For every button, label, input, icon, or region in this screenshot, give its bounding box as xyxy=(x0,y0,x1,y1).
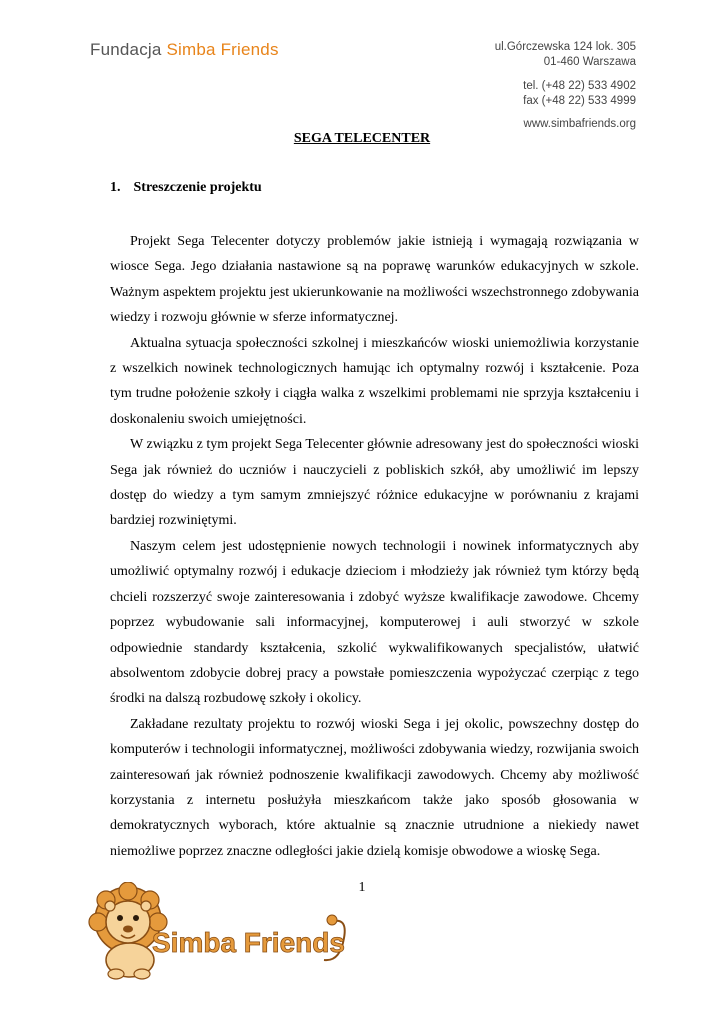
foundation-name xyxy=(90,40,279,60)
brand-name: Simba Friends xyxy=(166,40,279,59)
fax-line: fax (+48 22) 533 4999 xyxy=(523,95,636,107)
paragraph: Projekt Sega Telecenter dotyczy problemów jakie istnieją i wymagają rozwiązania w wiosce Sega. Jego działania nastawione są na poprawę warunków edukacyjnych w szkole. Ważnym aspektem projektu jest ukierunkowanie na możliwości wszechstronnego zdobywania wiedzy i rozwoju głównie w sferze informatycznej. xyxy=(110,234,639,326)
paragraph: Naszym celem jest udostępnienie nowych technologii i nowinek informatycznych aby umożliwić optymalny rozwój i edukacje dzieciom i młodzieży jak również tym którzy będą chcieli rozszerzyć swoje zainteresowania i zdobyć wyższe kwalifikacje zawodowe. Chcemy poprzez wybudowanie sali informacyjnej, komputerowej i auli stworzyć w szkole odpowiednie standardy kształcenia, szkolić wykwalifikowanych specjalistów, ułatwić absolwentom zdobycie dobrej pracy a powstałe pomieszczenia wypożyczać czerpiąc z tego środki na dalszą rozbudowę szkoły i okolicy. xyxy=(110,538,639,707)
page-number: 1 xyxy=(358,880,366,895)
simba-friends-logo xyxy=(86,882,356,980)
address-line-1: ul.Górczewska 124 lok. 305 xyxy=(494,41,636,53)
website-line: www.simbafriends.org xyxy=(523,118,636,130)
paragraph: Zakładane rezultaty projektu to rozwój wioski Sega i jej okolic, powszechny dostęp do komputerów i technologii informatycznej, możliwości zdobywania wiedzy, rozwijania swoich zainteresowań jak również podnoszenie kwalifikacji zawodowych. Chcemy aby możliwość korzystania z internetu posłużyła mieszkańcom także jako sposób głosowania w demokratycznych wyborach, które aktualnie są znacznie utrudnione a niekiedy nawet niemożliwe poprzez znaczne odległości jakie dzielą komisje obwodowe a wioskę Sega. xyxy=(110,716,639,859)
contact-block xyxy=(470,40,636,132)
section-number: 1. xyxy=(110,180,121,195)
brand-prefix: Fundacja xyxy=(90,40,167,59)
paragraph: W związku z tym projekt Sega Telecenter głównie adresowany jest do społeczności wioski Sega jak również do uczniów i nauczycieli z pobliskich szkół, aby umożliwić im lepszy dostęp do wiedzy a tym samym zmniejszyć różnice edukacyjne w porównaniu z krajami bardziej rozwiniętymi. xyxy=(110,437,639,529)
document-body xyxy=(110,229,639,864)
tel-line: tel. (+48 22) 533 4902 xyxy=(523,80,636,92)
paragraph: Aktualna sytuacja społeczności szkolnej i mieszkańców wioski uniemożliwia korzystanie z wszelkich nowinek technologicznych hamując ich optymalny rozwój i kształcenie. Poza tym trudne położenie szkoły i ciągła walka z wszelkimi problemami nie sprzyja kształceniu i doskonaleniu swoich umiejętności. xyxy=(110,335,639,427)
section-heading xyxy=(110,180,262,196)
address-line-2: 01-460 Warszawa xyxy=(543,56,636,68)
logo-text: Simba Friends xyxy=(152,927,345,958)
document-title: SEGA TELECENTER xyxy=(293,131,431,146)
section-title: Streszczenie projektu xyxy=(133,180,262,195)
